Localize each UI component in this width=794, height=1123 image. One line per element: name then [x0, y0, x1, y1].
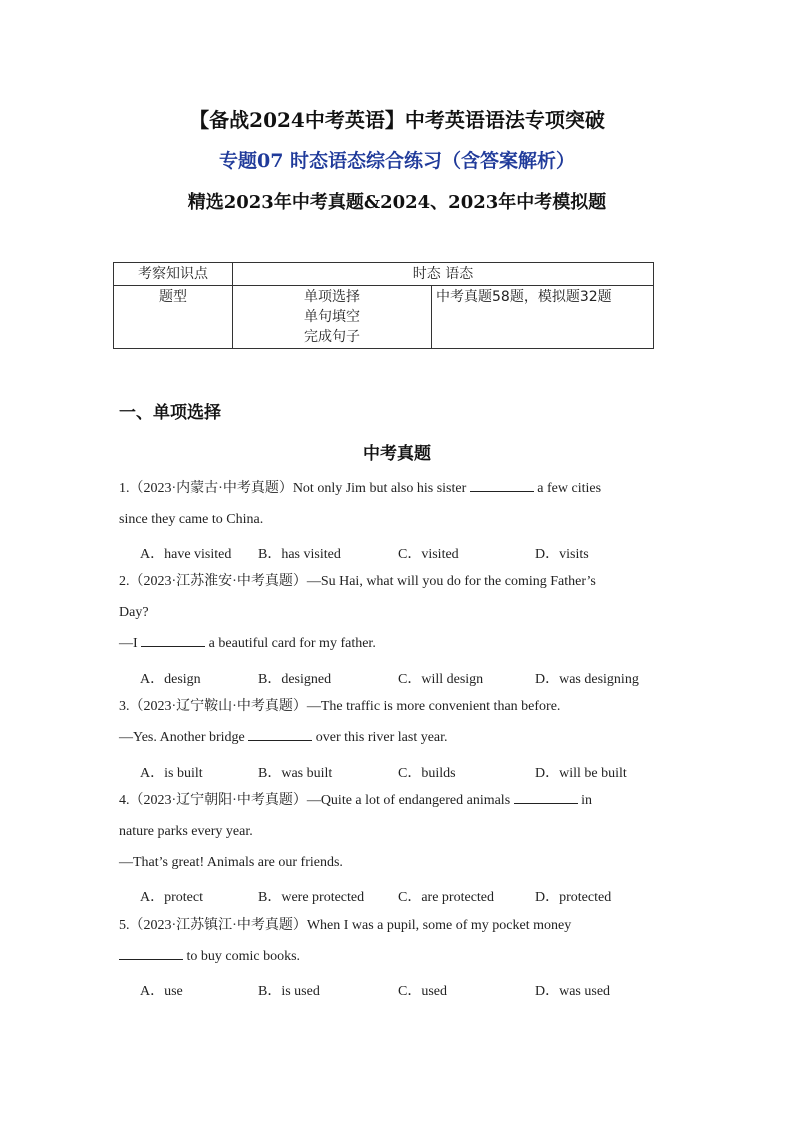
table-cell-type-label: 题型	[114, 286, 233, 349]
option-b: B．is used	[258, 984, 320, 999]
question-3	[119, 691, 679, 753]
document-title: 【备战2024中考英语】中考英语语法专项突破	[189, 108, 605, 132]
question-1	[119, 473, 679, 535]
answer-blank	[141, 632, 205, 647]
option-d: D．protected	[535, 890, 612, 905]
table-row	[114, 263, 654, 286]
option-a: A．is built	[140, 766, 203, 781]
question-text: 2.（2023·江苏淮安·中考真题）—Su Hai, what will you do for the coming Father’s	[119, 574, 596, 589]
option-c: C．are protected	[398, 890, 495, 905]
option-c: C．will design	[398, 672, 484, 687]
type-item: 完成句子	[304, 329, 360, 345]
type-item: 单项选择	[304, 289, 360, 305]
question-text: a few cities	[537, 481, 602, 496]
question-text: nature parks every year.	[119, 824, 253, 839]
subheading: 中考真题	[363, 444, 431, 464]
question-text: 1.（2023·内蒙古·中考真题）Not only Jim but also his sister	[119, 481, 467, 496]
option-c: C．builds	[398, 766, 456, 781]
question-text: to buy comic books.	[186, 949, 301, 964]
option-d: D．visits	[535, 547, 589, 562]
question-text: —I	[119, 636, 138, 651]
option-d: D．will be built	[535, 766, 627, 781]
option-b: B．were protected	[258, 890, 365, 905]
table-row	[114, 286, 654, 349]
answer-blank	[119, 945, 183, 960]
option-d: D．was used	[535, 984, 611, 999]
option-a: A．design	[140, 672, 201, 687]
question-text: 3.（2023·辽宁鞍山·中考真题）—The traffic is more convenient than before.	[119, 699, 561, 714]
question-text: since they came to China.	[119, 512, 264, 527]
question-text: in	[581, 793, 593, 808]
question-4	[119, 785, 679, 878]
option-a: A．have visited	[140, 547, 232, 562]
question-text: 4.（2023·辽宁朝阳·中考真题）—Quite a lot of endangered animals	[119, 793, 511, 808]
document-selection-line: 精选2023年中考真题&2024、2023年中考模拟题	[187, 192, 607, 213]
option-c: C．visited	[398, 547, 459, 562]
table-cell-knowledge-value: 时态 语态	[233, 263, 654, 286]
option-b: B．designed	[258, 672, 332, 687]
type-item: 单句填空	[304, 309, 360, 325]
question-text: 5.（2023·江苏镇江·中考真题）When I was a pupil, some of my pocket money	[119, 918, 572, 933]
option-c: C．used	[398, 984, 447, 999]
answer-blank	[470, 477, 534, 492]
question-text: —Yes. Another bridge	[119, 730, 245, 745]
option-b: B．was built	[258, 766, 333, 781]
question-text: a beautiful card for my father.	[208, 636, 376, 651]
question-text: Day?	[119, 605, 149, 620]
info-table	[113, 262, 654, 349]
answer-blank	[248, 726, 312, 741]
table-cell-knowledge-label: 考察知识点	[114, 263, 233, 286]
option-a: A．use	[140, 984, 183, 999]
question-text: over this river last year.	[315, 730, 448, 745]
option-a: A．protect	[140, 890, 203, 905]
table-cell-type-list	[233, 286, 432, 349]
section-title: 一、单项选择	[119, 403, 221, 423]
table-cell-counts: 中考真题58题，模拟题32题	[432, 286, 654, 349]
document-subtitle: 专题07 时态语态综合练习（含答案解析）	[218, 150, 576, 172]
option-b: B．has visited	[258, 547, 341, 562]
question-2	[119, 566, 679, 659]
question-5	[119, 910, 679, 972]
option-d: D．was designing	[535, 672, 639, 687]
question-text: —That’s great! Animals are our friends.	[119, 855, 343, 870]
answer-blank	[514, 789, 578, 804]
